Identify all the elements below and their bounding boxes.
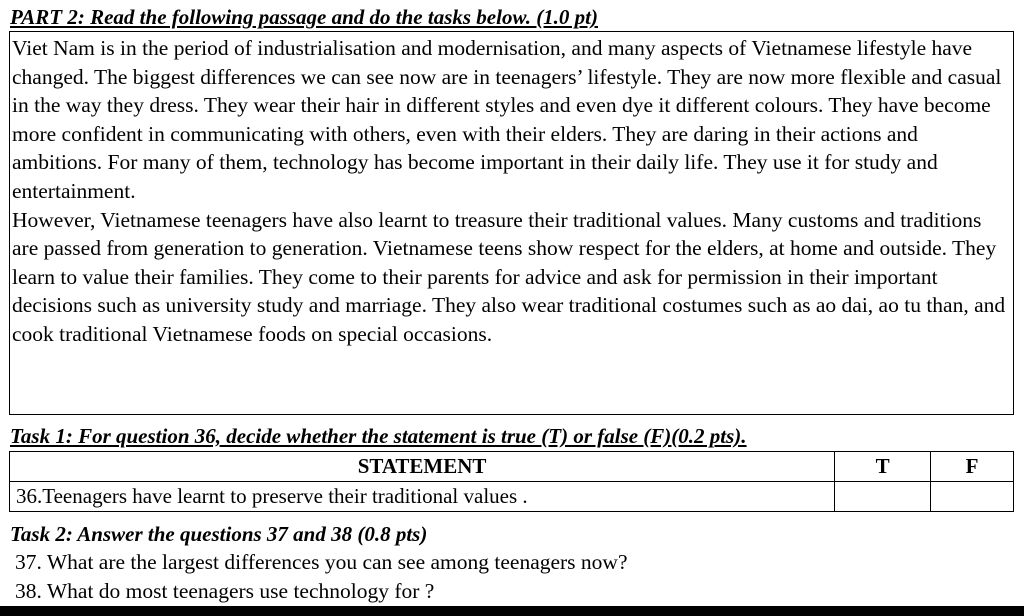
- passage-paragraph-1: Viet Nam is in the period of industrialisation and modernisation, and many aspects of Vietnamese lifestyle have changed. The biggest differences we can see now are in teenagers’ lifestyle. They are now more flexible and casual in the way they dress. They wear their hair in different styles and even dye it different colours. They have become more confident in communicating with others, even with their elders. They are daring in their actions and ambitions. For many of them, technology has become important in their daily life. They use it for study and entertainment.: [12, 36, 1002, 203]
- header-false: F: [931, 452, 1014, 482]
- statement-36: 36.Teenagers have learnt to preserve their traditional values .: [10, 482, 835, 512]
- question-37: 37. What are the largest differences you can see among teenagers now?: [15, 550, 628, 574]
- table-row: [10, 482, 1014, 512]
- question-38: 38. What do most teenagers use technology for ?: [15, 579, 435, 603]
- passage-paragraph-2: However, Vietnamese teenagers have also learnt to treasure their traditional values. Many customs and traditions are passed from generation to generation. Vietnamese teens show respect for the elders, at home and outside. They learn to value their families. They come to their parents for advice and ask for permission in their important decisions such as university study and marriage. They also wear traditional costumes such as ao dai, ao tu than, and cook traditional Vietnamese foods on special occasions.: [12, 207, 1006, 346]
- header-statement: STATEMENT: [10, 452, 835, 482]
- answer-cell-false[interactable]: [931, 482, 1014, 512]
- task1-title: Task 1: For question 36, decide whether the statement is true (T) or false (F)(0.2 pts).: [10, 424, 747, 448]
- task2-title: Task 2: Answer the questions 37 and 38 (0.8 pts): [10, 522, 428, 546]
- table-header-row: [10, 452, 1014, 482]
- answer-cell-true[interactable]: [835, 482, 931, 512]
- header-true: T: [835, 452, 931, 482]
- passage-box: [9, 31, 1014, 415]
- bottom-border-bar: [0, 606, 1024, 616]
- part-title: PART 2: Read the following passage and do the tasks below. (1.0 pt): [10, 5, 599, 29]
- statement-table: [9, 451, 1014, 512]
